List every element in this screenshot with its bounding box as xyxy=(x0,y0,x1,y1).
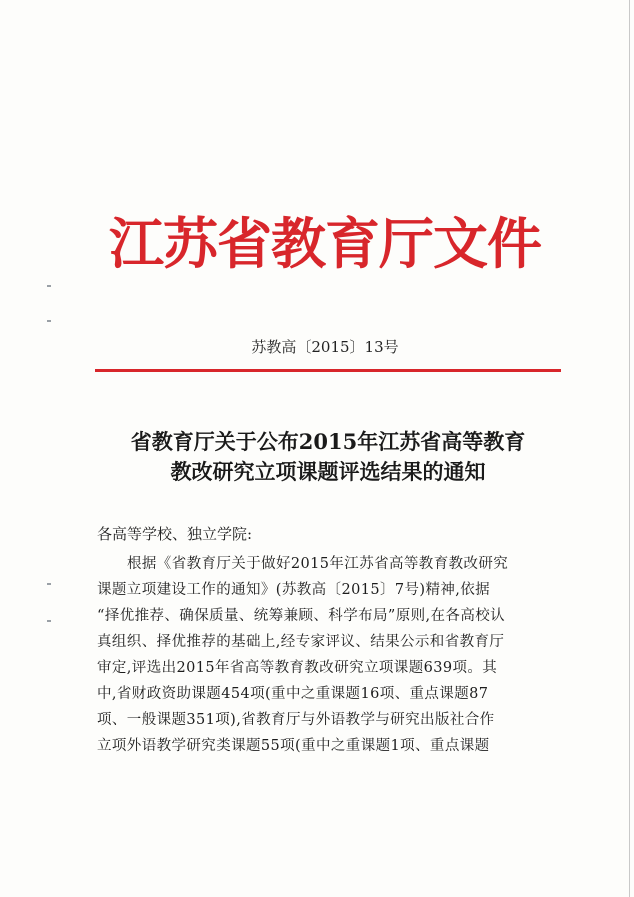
body-paragraph xyxy=(97,551,559,759)
scan-mark xyxy=(47,320,51,322)
document-header-title: 江苏省教育厅文件 xyxy=(108,211,541,276)
body-line: “择优推荐、确保质量、统筹兼顾、科学布局”原则,在各高校认 xyxy=(97,608,506,624)
body-line: 课题立项建设工作的通知》(苏教高〔2015〕7号)精神,依据 xyxy=(97,582,491,598)
page-border xyxy=(629,0,630,897)
document-number: 苏教高〔2015〕13号 xyxy=(251,338,399,356)
notice-title xyxy=(95,427,561,487)
body-line: 项、一般课题351项),省教育厅与外语教学与研究出版社合作 xyxy=(97,712,495,728)
notice-title-line: 省教育厅关于公布2015年江苏省高等教育 xyxy=(130,429,526,454)
body-line: 根据《省教育厅关于做好2015年江苏省高等教育教改研究 xyxy=(127,556,509,572)
red-divider-line xyxy=(95,369,561,372)
body-line: 真组织、择优推荐的基础上,经专家评议、结果公示和省教育厅 xyxy=(97,634,505,650)
scan-mark xyxy=(47,620,51,622)
notice-title-line: 教改研究立项课题评选结果的通知 xyxy=(170,459,486,484)
salutation: 各高等学校、独立学院: xyxy=(97,525,253,543)
body-line: 审定,评选出2015年省高等教育教改研究立项课题639项。其 xyxy=(97,660,498,676)
body-line: 中,省财政资助课题454项(重中之重课题16项、重点课题87 xyxy=(97,686,489,702)
scan-mark xyxy=(47,285,51,287)
body-line: 立项外语教学研究类课题55项(重中之重课题1项、重点课题 xyxy=(97,738,490,754)
scan-mark xyxy=(47,583,51,585)
